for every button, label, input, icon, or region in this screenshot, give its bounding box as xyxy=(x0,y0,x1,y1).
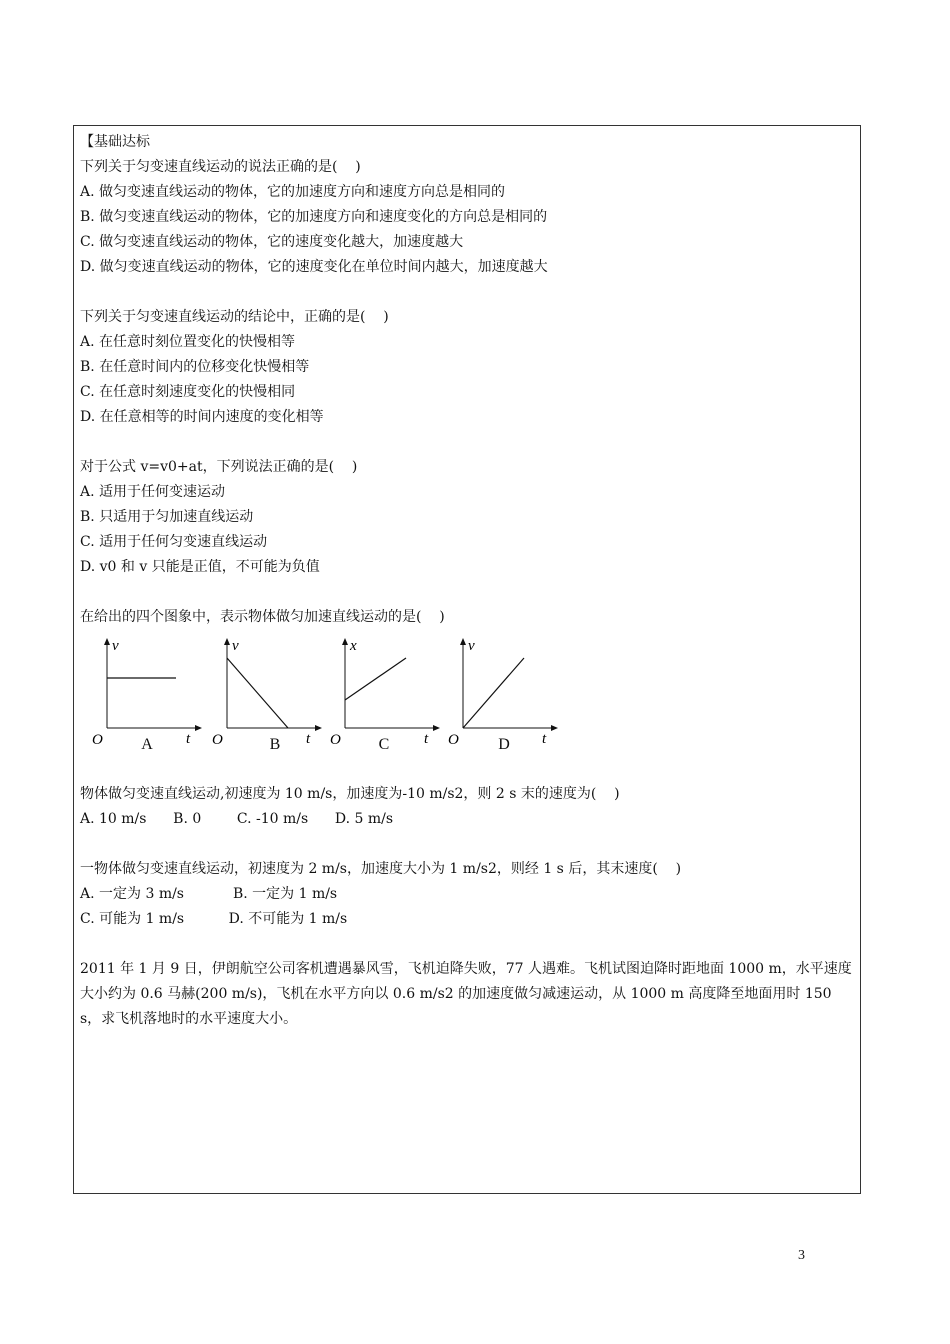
question-stem: 在给出的四个图象中，表示物体做匀加速直线运动的是( ) xyxy=(80,609,445,625)
question-stem: 一物体做匀变速直线运动，初速度为 2 m/s，加速度大小为 1 m/s2，则经 1 s 后，其末速度( ) xyxy=(80,861,682,877)
option-c: C. 做匀变速直线运动的物体，它的速度变化越大，加速度越大 xyxy=(80,234,464,250)
option-b: B. 在任意时间内的位移变化快慢相等 xyxy=(80,359,310,375)
option-c: C. 适用于任何匀变速直线运动 xyxy=(80,534,268,550)
page-number: 3 xyxy=(798,1248,805,1263)
option-d: D. 做匀变速直线运动的物体，它的速度变化在单位时间内越大，加速度越大 xyxy=(80,259,548,275)
section-title: 【基础达标 xyxy=(80,134,150,150)
y-axis-label: v xyxy=(112,638,119,654)
graph-row xyxy=(80,636,856,776)
question-stem: 物体做匀变速直线运动,初速度为 10 m/s，加速度为-10 m/s2，则 2 s 末的速度为( ) xyxy=(80,786,620,802)
origin-label: O xyxy=(448,732,459,748)
option-b: B. 只适用于匀加速直线运动 xyxy=(80,509,254,525)
x-axis-label: t xyxy=(424,731,429,747)
x-axis-label: t xyxy=(186,731,191,747)
y-axis-label: x xyxy=(350,638,357,654)
question-text: 2011 年 1 月 9 日，伊朗航空公司客机遭遇暴风雪，飞机迫降失败，77 人遇难。飞机试图迫降时距地面 1000 m，水平速度大小约为 0.6 马赫(200 m/s)，飞机在水平方向以 0.6 m/s2 的加速度做匀减速运动，从 1000 m 高度降至地面用时 150 s，求飞机落地时的水平速度大小。 xyxy=(80,961,852,1027)
option-d: D. 在任意相等的时间内速度的变化相等 xyxy=(80,409,324,425)
option-b: B. 做匀变速直线运动的物体，它的加速度方向和速度变化的方向总是相同的 xyxy=(80,209,548,225)
graph-a-label: A xyxy=(141,736,153,753)
worksheet-content xyxy=(80,130,856,1032)
origin-label: O xyxy=(92,732,103,748)
y-axis-label: v xyxy=(232,638,239,654)
option-a: A. 适用于任何变速运动 xyxy=(80,484,226,500)
x-axis-label: t xyxy=(542,731,547,747)
option-c: C. 在任意时刻速度变化的快慢相同 xyxy=(80,384,296,400)
question-6 xyxy=(80,857,856,932)
option-a: A. 做匀变速直线运动的物体，它的加速度方向和速度方向总是相同的 xyxy=(80,184,506,200)
origin-label: O xyxy=(330,732,341,748)
graph-d-label: D xyxy=(498,736,510,753)
graph-b xyxy=(212,636,324,748)
graph-c xyxy=(330,636,442,748)
options-row-2: C. 可能为 1 m/s D. 不可能为 1 m/s xyxy=(80,911,348,927)
question-7 xyxy=(80,957,856,1032)
options-row-1: A. 一定为 3 m/s B. 一定为 1 m/s xyxy=(80,886,338,902)
origin-label: O xyxy=(212,732,223,748)
question-3 xyxy=(80,455,856,580)
question-2 xyxy=(80,305,856,430)
question-stem: 下列关于匀变速直线运动的说法正确的是( ) xyxy=(80,159,361,175)
question-5 xyxy=(80,782,856,832)
question-4 xyxy=(80,605,856,776)
graph-c-label: C xyxy=(378,736,390,753)
option-a: A. 在任意时刻位置变化的快慢相等 xyxy=(80,334,296,350)
question-stem: 下列关于匀变速直线运动的结论中，正确的是( ) xyxy=(80,309,389,325)
graph-a xyxy=(92,636,204,748)
option-d: D. v0 和 v 只能是正值，不可能为负值 xyxy=(80,559,320,575)
graph-b-label: B xyxy=(269,736,281,753)
x-axis-label: t xyxy=(306,731,311,747)
y-axis-label: v xyxy=(468,638,475,654)
question-stem: 对于公式 v=v0+at，下列说法正确的是( ) xyxy=(80,459,358,475)
question-1 xyxy=(80,155,856,280)
graph-d xyxy=(448,636,560,748)
options-row: A. 10 m/s B. 0 C. -10 m/s D. 5 m/s xyxy=(80,811,393,827)
